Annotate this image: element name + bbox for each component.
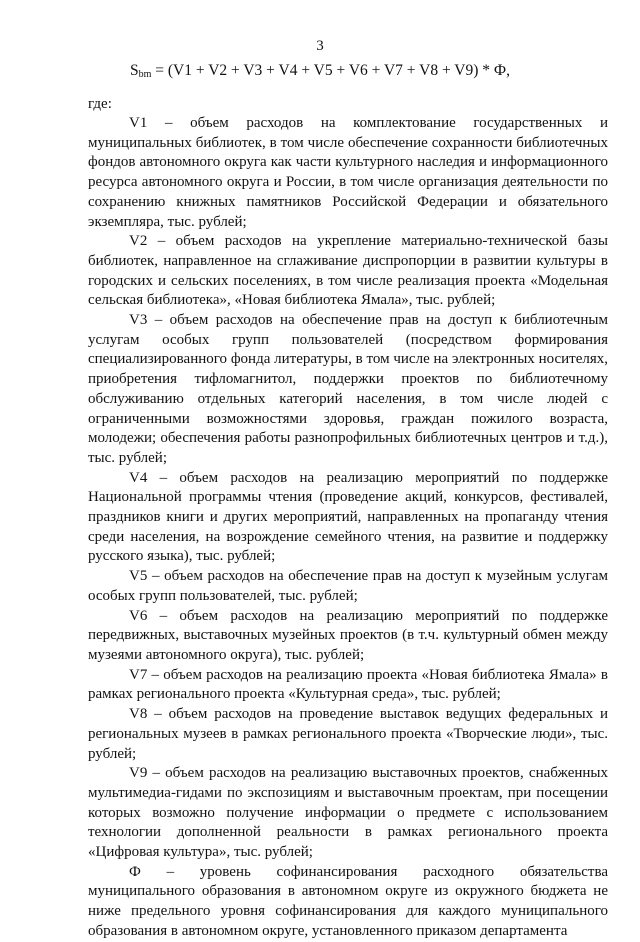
page-number: 3 xyxy=(316,38,324,54)
paragraph-v6: V6 – объем расходов на реализацию мероприятий по поддержке передвижных, выставочных музейных проектов (в т.ч. культурный обмен между музеями автономного округа), тыс. рублей; xyxy=(88,607,608,663)
body-text xyxy=(88,114,608,942)
formula-lhs-subscript: bm xyxy=(138,69,152,80)
formula xyxy=(0,62,640,80)
formula-lhs-main: S xyxy=(129,62,139,79)
paragraph-phi: Ф – уровень софинансирования расходного обязательства муниципального образования в автономном округе из окружного бюджета не ниже предельного уровня софинансирования для каждого муниципального образования в автономном округе, установленного приказом департамента xyxy=(88,863,608,939)
paragraph-v5: V5 – объем расходов на обеспечение прав на доступ к музейным услугам особых групп пользователей, тыс. рублей; xyxy=(88,568,608,604)
paragraph-v9: V9 – объем расходов на реализацию выставочных проектов, снабженных мультимедиа-гидами по экспозициям и выставочным проектам, при посещении которых возможно получение информации о предмете с использованием технологии дополненной реальности в рамках регионального проекта «Цифровая культура», тыс. рублей; xyxy=(88,765,608,861)
paragraph-v1: V1 – объем расходов на комплектование государственных и муниципальных библиотек, в том числе обеспечение сохранности библиотечных фондов автономного округа как части культурного наследия и информационного ресурса автономного округа и России, в том числе организация деятельности по сохранению книжных памятников Российской Федерации и обязательного экземпляра, тыс. рублей; xyxy=(88,115,608,230)
paragraph-v2: V2 – объем расходов на укрепление материально-технической базы библиотек, направленное на сглаживание диспропорции в развитии культуры в городских и сельских поселениях, в том числе реализация проекта «Модельная сельская библиотека», «Новая библиотека Ямала», тыс. рублей; xyxy=(88,233,608,309)
paragraph-v7: V7 – объем расходов на реализацию проекта «Новая библиотека Ямала» в рамках регионального проекта «Культурная среда», тыс. рублей; xyxy=(88,666,608,703)
where-label: где: xyxy=(88,96,112,112)
paragraph-v4: V4 – объем расходов на реализацию мероприятий по поддержке Национальной программы чтения (проведение акций, конкурсов, фестивалей, праздников книги и других мероприятий, направленных на пропаганду чтения среди населения, на возрождение семейного чтения, на развитие и поддержку русского языка), тыс. рублей; xyxy=(88,469,608,565)
formula-rhs: = (V1 + V2 + V3 + V4 + V5 + V6 + V7 + V8 + V9) * Ф, xyxy=(151,62,511,79)
paragraph-v8: V8 – объем расходов на проведение выставок ведущих федеральных и региональных музеев в рамках регионального проекта «Творческие люди», тыс. рублей; xyxy=(88,706,608,762)
paragraph-v3: V3 – объем расходов на обеспечение прав на доступ к библиотечным услугам особых групп пользователей (посредством формирования специализированного фонда литературы, в том числе на электронных носителях, приобретения тифломагнитол, поддержки проектов по библиотечному обслуживанию отдельных категорий населения, в том числе людей с ограниченными возможностями здоровья, граждан пожилого возраста, молодежи; обеспечения работы разнопрофильных библиотечных центров и т.д.), тыс. рублей; xyxy=(88,312,608,466)
